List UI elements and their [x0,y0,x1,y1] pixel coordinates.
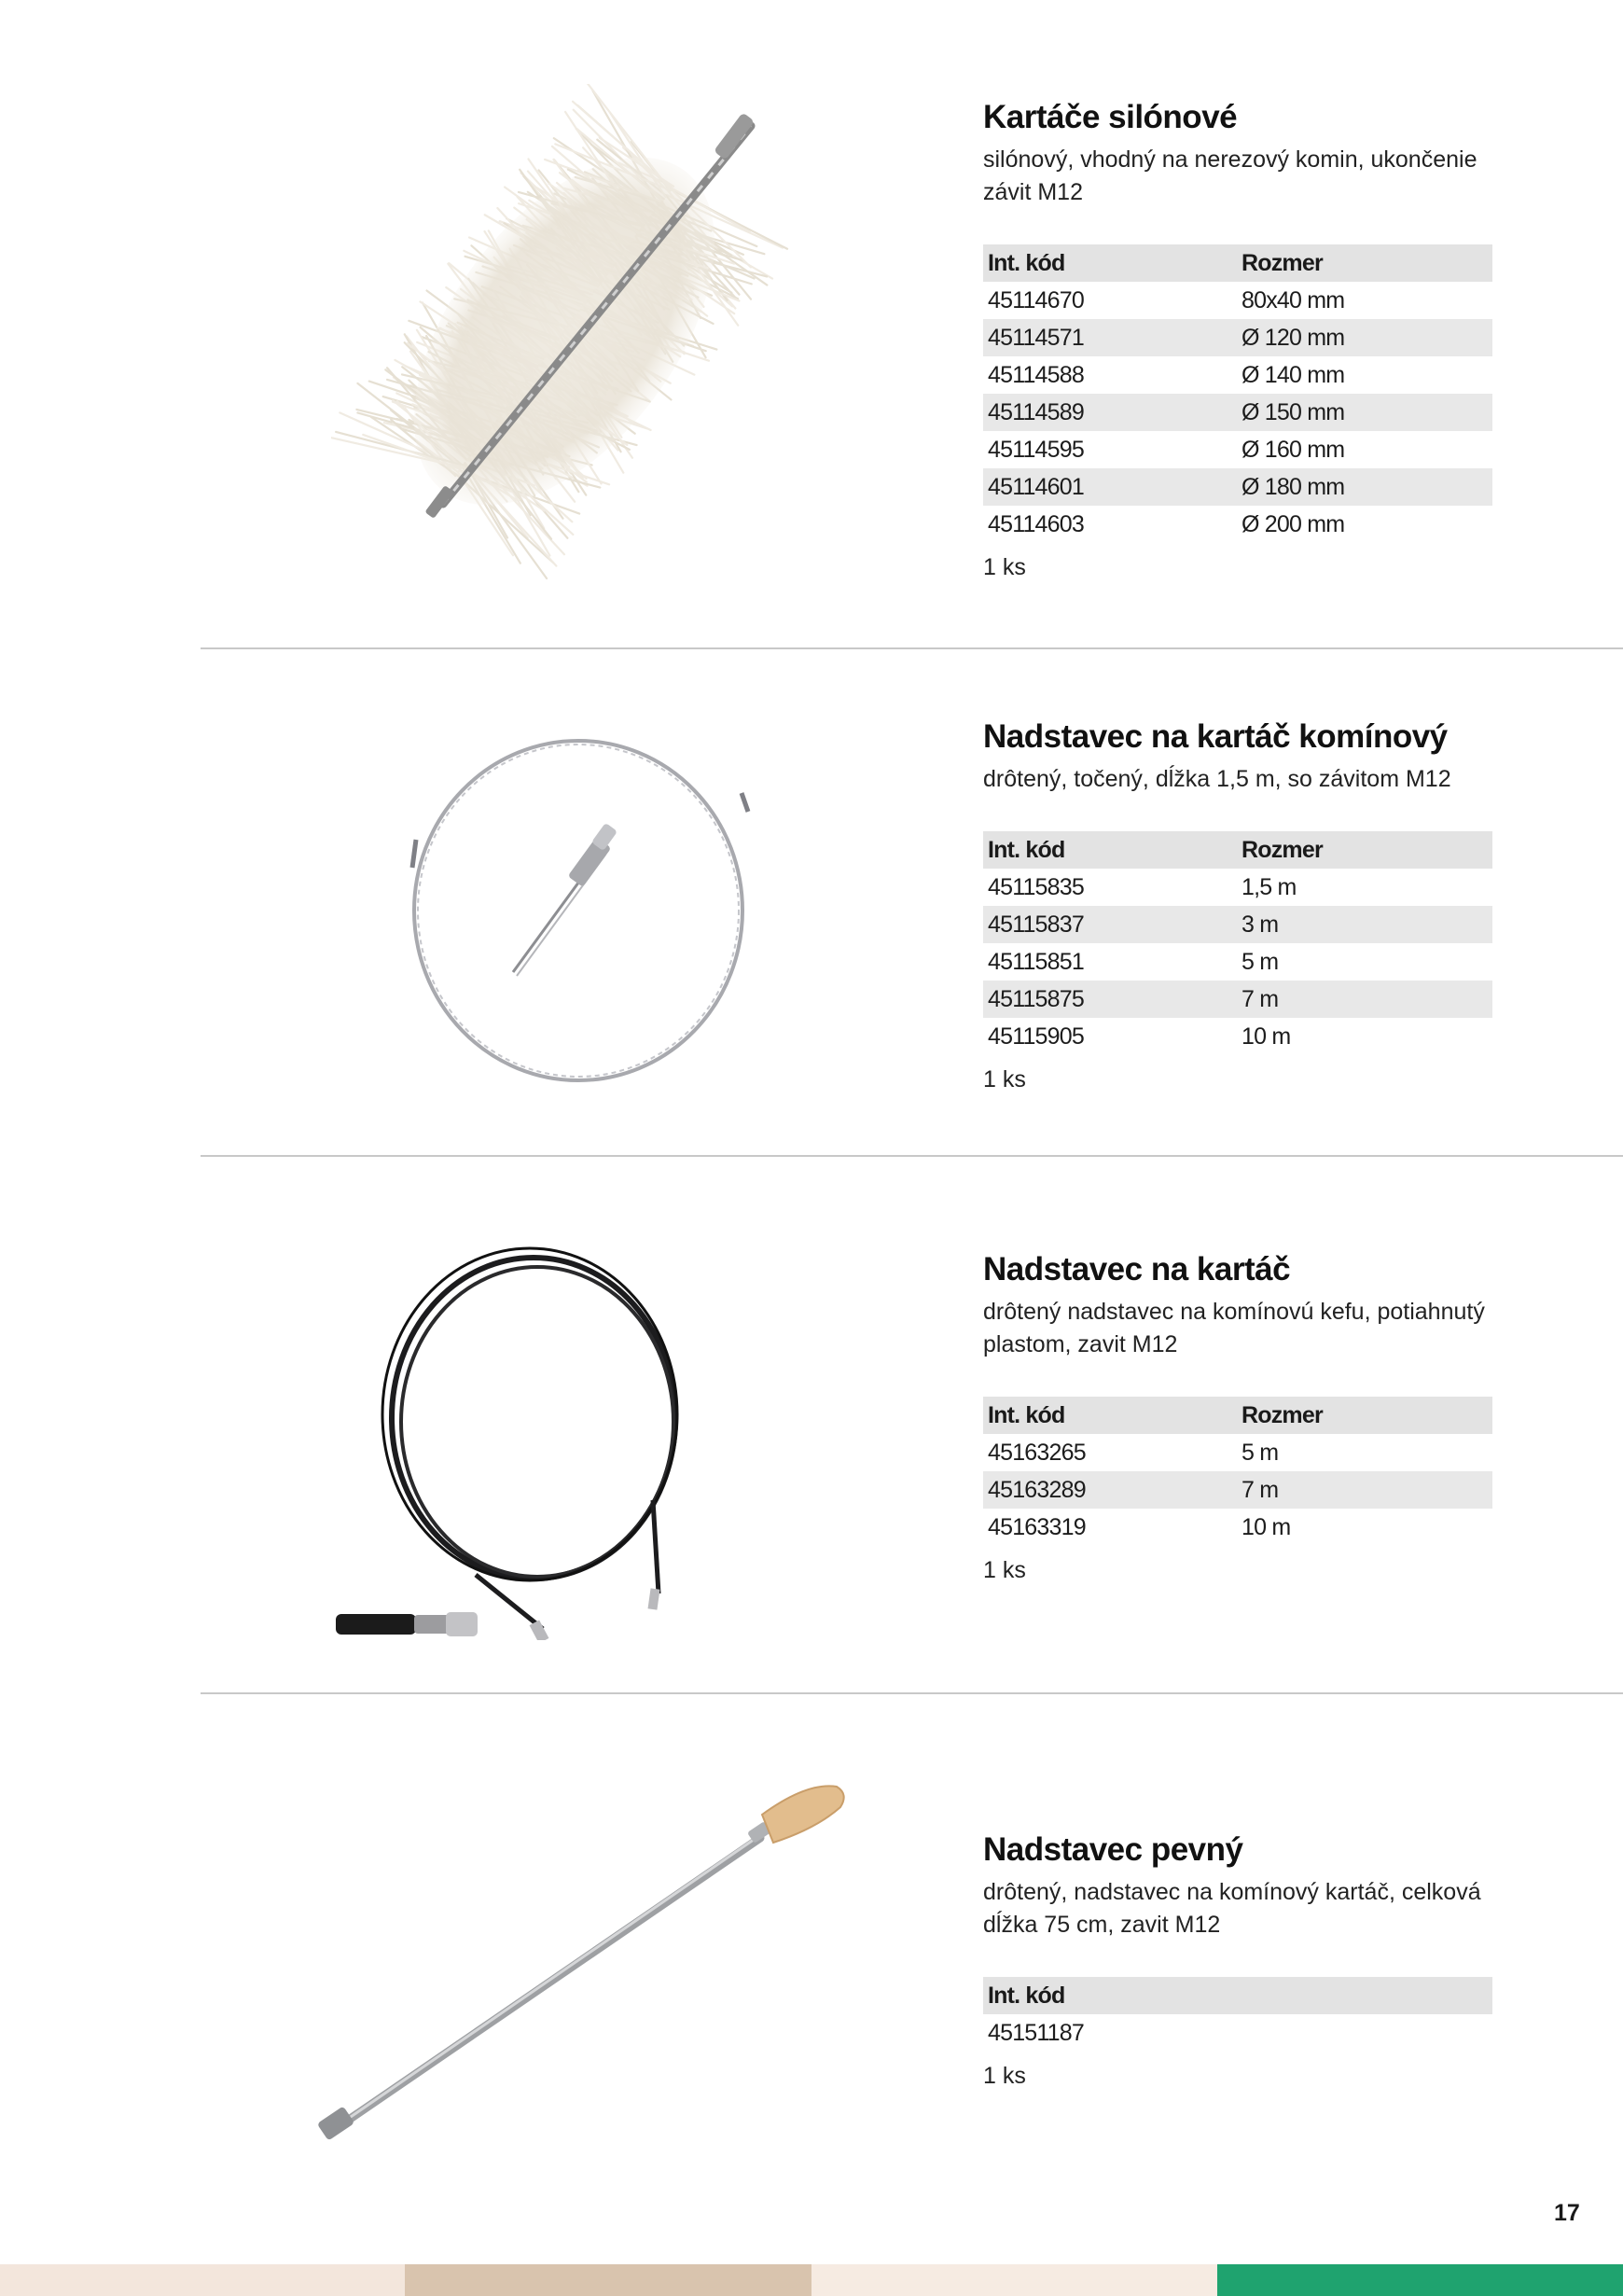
cell-size: Ø 200 mm [1242,510,1345,537]
cell-code: 45115851 [988,948,1084,975]
column-header-code: Int. kód [983,244,1237,282]
section-divider [201,1155,1623,1157]
section-divider [201,647,1623,649]
footer-color-band-2 [405,2264,812,2296]
cell-size: Ø 120 mm [1237,319,1492,356]
cell-code: 45114601 [983,468,1237,506]
product-title: Nadstavec pevný [983,1831,1243,1868]
column-header-size: Rozmer [1237,244,1492,282]
table-row [983,869,1492,906]
table-row [983,506,1492,543]
product-info-4 [983,1830,1505,2090]
cell-code: 45114589 [983,394,1237,431]
product-description: drôtený nadstavec na komínovú kefu, potiahnutý plastom, zavit M12 [983,1299,1485,1357]
quantity-label: 1 ks [983,1066,1026,1092]
table-header-row [983,1397,1492,1434]
cell-size: 10 m [1242,1023,1291,1050]
column-header-code: Int. kód [983,1977,1492,2014]
cell-size: 5 m [1242,948,1279,975]
cell-code: 45114571 [983,319,1237,356]
cell-code: 45163289 [983,1471,1237,1509]
product-description: drôtený, nadstavec na komínový kartáč, celková dĺžka 75 cm, zavit M12 [983,1879,1481,1938]
product-info-1 [983,97,1505,581]
spec-table [983,1977,1492,2052]
table-row [983,943,1492,981]
cell-code: 45114588 [988,361,1084,388]
table-row [983,2014,1492,2052]
column-header-code: Int. kód [983,1397,1237,1434]
product-title: Kartáče silónové [983,99,1238,135]
rigid-rod-image [312,1777,853,2150]
table-row [983,1018,1492,1055]
cell-code: 45163319 [988,1513,1086,1540]
table-row [983,468,1492,506]
table-header-row [983,244,1492,282]
table-header-row [983,1977,1492,2014]
quantity-label: 1 ks [983,554,1026,580]
table-row [983,319,1492,356]
product-description: drôtený, točený, dĺžka 1,5 m, so závitom M12 [983,766,1451,792]
twisted-wire-rod-image [401,728,756,1092]
column-header-code: Int. kód [983,831,1237,869]
table-row [983,906,1492,943]
cell-code: 45151187 [988,2019,1084,2046]
nylon-brush-image [331,84,798,588]
section-divider [201,1692,1623,1694]
cell-size: Ø 160 mm [1242,436,1345,463]
table-row [983,282,1492,319]
quantity-label: 1 ks [983,2063,1026,2089]
spec-table [983,831,1492,1055]
cell-code: 45115875 [983,981,1237,1018]
column-header-size: Rozmer [1237,831,1492,869]
footer-color-band-4 [1217,2264,1623,2296]
table-row [983,1471,1492,1509]
table-row [983,394,1492,431]
table-row [983,1509,1492,1546]
cell-size: 10 m [1242,1513,1291,1540]
spec-table [983,244,1492,543]
footer-color-band-1 [0,2264,405,2296]
column-header-size: Rozmer [1237,1397,1492,1434]
cell-code: 45114595 [988,436,1084,463]
cell-code: 45114670 [988,286,1084,313]
page-number: 17 [1554,2200,1580,2226]
cell-code: 45115837 [983,906,1237,943]
cell-size: 80x40 mm [1242,286,1345,313]
coated-wire-rod-image [336,1211,765,1640]
spec-table [983,1397,1492,1546]
cell-size: Ø 180 mm [1237,468,1492,506]
cell-size: 1,5 m [1242,873,1297,900]
product-info-2 [983,717,1505,1093]
table-row [983,1434,1492,1471]
cell-code: 45115905 [988,1023,1084,1050]
table-header-row [983,831,1492,869]
cell-size: 7 m [1237,1471,1492,1509]
quantity-label: 1 ks [983,1557,1026,1583]
table-row [983,356,1492,394]
table-row [983,981,1492,1018]
table-row [983,431,1492,468]
cell-code: 45163265 [988,1439,1086,1466]
cell-size: 5 m [1242,1439,1279,1466]
cell-size: 3 m [1237,906,1492,943]
cell-code: 45115835 [988,873,1084,900]
footer-color-band-3 [812,2264,1217,2296]
product-title: Nadstavec na kartáč [983,1251,1291,1287]
product-description: silónový, vhodný na nerezový komin, ukončenie závit M12 [983,146,1477,205]
cell-code: 45114603 [988,510,1084,537]
product-title: Nadstavec na kartáč komínový [983,718,1448,755]
cell-size: Ø 150 mm [1237,394,1492,431]
product-info-3 [983,1249,1505,1584]
cell-size: 7 m [1237,981,1492,1018]
cell-size: Ø 140 mm [1242,361,1345,388]
